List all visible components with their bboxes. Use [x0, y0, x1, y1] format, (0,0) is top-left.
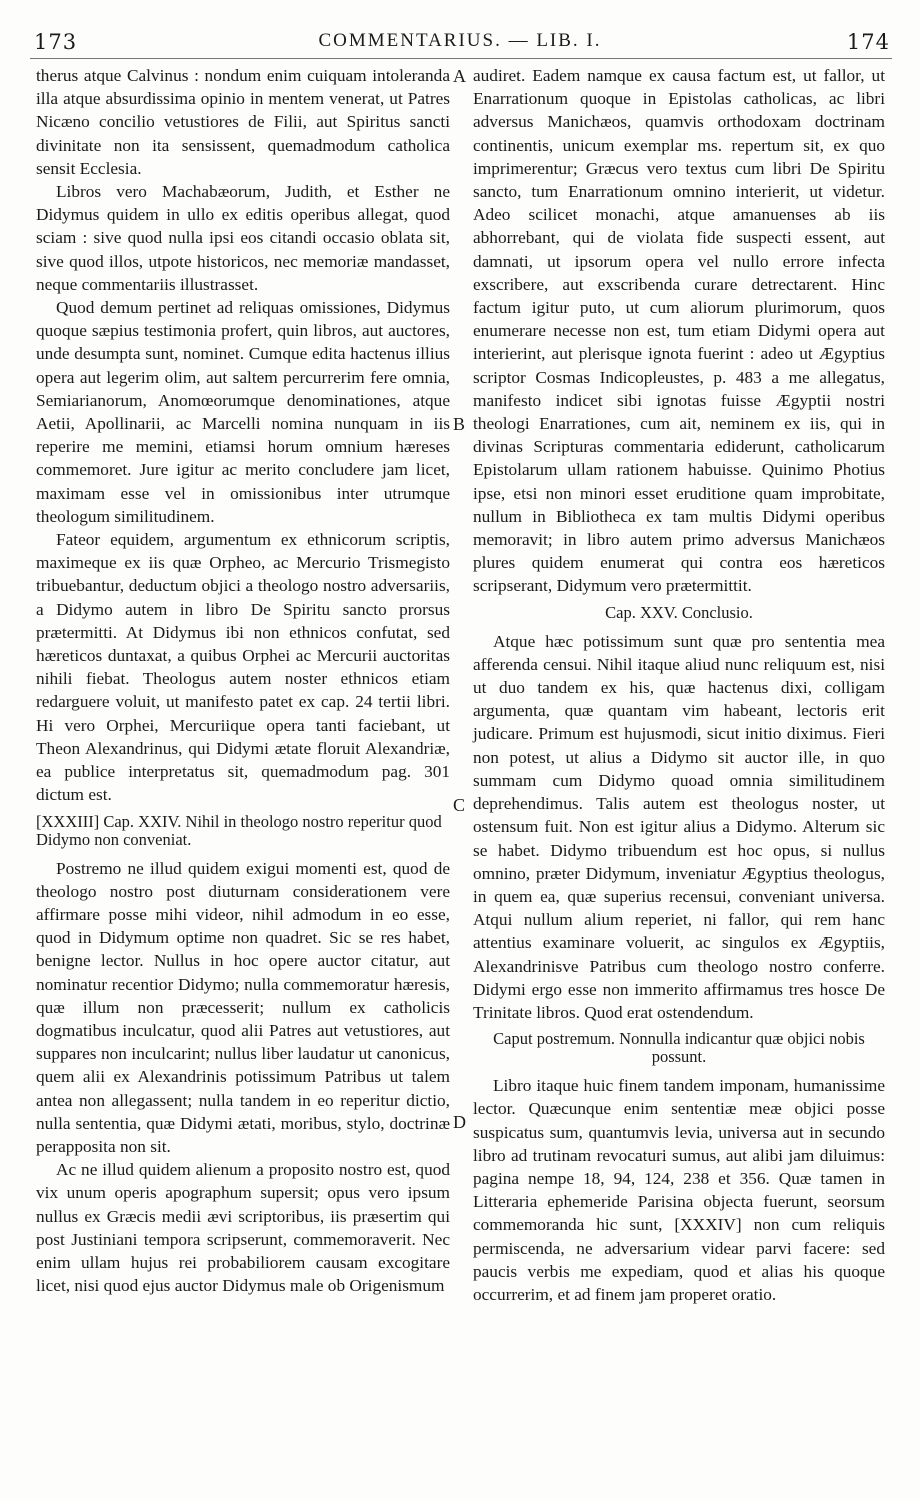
chapter-heading-xxv: Cap. XXV. Conclusio. — [605, 602, 753, 622]
page-header — [0, 0, 920, 52]
right-column — [473, 64, 885, 1306]
right-paragraph-1: audiret. Eadem namque ex causa factum est, ut fallor, ut Enarrationum quoque in Epistolas catholicas, ac libri adversus Manichæos, quamvis orthodoxam doctrinam continentis, unicum exemplar ms. repertum sit, ex quo imprimerentur; Græcus vero textus cum libri De Spiritu sancto, tum Enarrationum omnino interierit, ut videtur. Adeo scilicet monachi, atque amanuenses ab iis abhorrebant, qui de violata fide suspecti essent, aut damnati, ut ipsorum opera vel nullo errore infecta exscribere, aut exscribenda curare detrectarent. Hinc factum igitur puto, ut cum aliorum plurimorum, quos enumerare necesse non est, tum etiam Didymi opera aut interierint, aut plerisque ignota fuerint : adeo ut Ægyptius scriptor Cosmas Indicopleustes, p. 483 a me allegatus, manifesto indicet sibi ignotas fuisse Ægyptii nostri theologi Enarrationes, cum ait, neminem ex iis, qui in divinas Scripturas commentaria ediderunt, catholicarum Epistolarum ullam rationem habuisse. Quinimo Photius ipse, etsi non minori esset eruditione quam improbitate, nullum in Bibliotheca ex tam multis Didymi operibus memoravit; in libro autem primo adversus Manichæos plures quidem enumerat qui contra eos hæreticos scripserant, Didymum vero prætermittit. — [473, 66, 885, 596]
left-paragraph-1: therus atque Calvinus : nondum enim cuiquam intoleranda illa atque absurdissima opinio in mentem venerat, ut Patres Nicæno concilio vetustiores de Filii, aut Spiritus sancti divinitate non ita sensissent, quemadmodum catholica sensit Ecclesia. — [36, 66, 450, 178]
left-paragraph-3: Quod demum pertinet ad reliquas omissiones, Didymus quoque sæpius testimonia profert, quin libros, aut auctores, unde desumpta sunt, nominet. Cumque edita hactenus illius opera aut legerim olim, aut saltem percurrerim fere omnia, Semiarianorum, Anomœorumque denominationes, atque Aetii, Apollinarii, ac Marcelli nomina nunquam in iis reperire me memini, etiamsi horum omnium hæreses commemoret. Jure igitur ac merito concludere jam licet, maximam esse vel in omissionibus inter utrumque theologum similitudinem. — [36, 298, 450, 526]
header-rule — [30, 58, 892, 59]
right-paragraph-2: Atque hæc potissimum sunt quæ pro sententia mea afferenda censui. Nihil itaque aliud nunc reliquum est, nisi ut duo tandem ex his, quæ hactenus dixi, colligam argumenta, quæ quantam vim habeant, lectoris erit judicare. Primum est hujusmodi, sicut initio diximus. Fieri non potest, ut alius a Didymo sit auctor ille, in quo summam cum Didymo quoad omnia similitudinem deprehendimus. Talis autem est theologus noster, ut ostensum fuit. Non est igitur alius a Didymo. Alterum sic se habet. Didymo tribuendum est hoc opus, si nullus omnino, præter Didymum, inveniatur Ægyptius theologus, in quem ea, quæ superius recensui, conveniant universa. Atqui nullum alium reperiet, ni fallor, qui rem hanc attentius examinare voluerit, ac singulos ex Ægyptiis, Alexandrinisve Patribus cum theologo nostro conferre. Didymi ergo esse non immerito affirmamus tres hosce De Trinitate libros. Quod erat ostendendum. — [473, 631, 885, 1022]
chapter-heading-postremum: Caput postremum. Nonnulla indicantur quæ objici nobis possunt. — [493, 1029, 865, 1067]
left-paragraph-5: Postremo ne illud quidem exigui momenti est, quod de theologo nostro post diuturnam considerationem vere affirmare posse mihi videor, nihil admodum in eo esse, quod in Didymum optime non quadret. Sic se res habet, benigne lector. Nullus in hoc opere auctor citatur, aut nominatur recentior Didymo; nulla commemoratur hæresis, quæ illum non præcesserit; nullum ex catholicis dogmatibus inculcatur, quod alii Patres aut vetustiores, aut suppares non inculcarint; nullus liber laudatur ut canonicus, quem alii ex Alexandrinis potissimum Patribus ut talem antea non allegassent; nulla tandem in eo reperitur dictio, nulla sententia, quæ Didymi ætati, moribus, stylo, doctrinæ perapposita non sit. — [36, 858, 450, 1156]
margin-marker-d: D — [453, 1112, 466, 1132]
left-paragraph-4: Fateor equidem, argumentum ex ethnicorum scriptis, maximeque ex iis quæ Orpheo, ac Mercurio Trismegisto tribuebantur, deductum objici a theologo nostro adversariis, a Didymo autem in libro De Spiritu sancto prorsus prætermitti. At Didymus ibi non ethnicos confutat, sed hæreticos duntaxat, a quibus Orphei ac Mercurii auctoritas nihili fiebat. Theologus autem noster ethnicos etiam redarguere voluit, ut manifesto patet ex cap. 24 tertii libri. Hi vero Orphei, Mercuriique opera tanti faciebant, ut Theon Alexandrinus, qui Didymi ætate floruit Alexandriæ, ea publice interpretatus sit, quemadmodum pag. 301 dictum est. — [36, 530, 450, 805]
left-paragraph-6: Ac ne illud quidem alienum a proposito nostro est, quod vix unum operis apographum supersit; opus vero ipsum nullus ex Græcis medii ævi scriptoribus, iis præsertim qui post Justiniani tempora scripserunt, commemoraverit. Nec enim ullam hujus rei probabiliorem causam excogitare licet, nisi quod ejus auctor Didymus male ob Origenismum — [36, 1160, 450, 1296]
right-paragraph-3: Libro itaque huic finem tandem imponam, humanissime lector. Quæcunque enim sententiæ meæ objici posse suspicatus sum, quantumvis levia, universa aut in secundo libro ad trutinam revocaturi sumus, aut alibi jam diluimus: pagina nempe 18, 94, 124, 238 et 356. Quæ tamen in Litteraria ephemeride Parisina objecta fuerunt, seorsum commemoranda hic sunt, [XXXIV] non cum reliquis permiscenda, ne adversarium videar parvi facere: sed paucis verbis me expediam, quod et alias his quoque occurrerim, et ad finem jam properet oratio. — [473, 1076, 885, 1304]
chapter-heading-xxiv: [XXXIII] Cap. XXIV. Nihil in theologo nostro reperitur quod Didymo non conveniat. — [36, 811, 442, 849]
page-number-left: 173 — [34, 30, 78, 54]
running-title: COMMENTARIUS. — LIB. I. — [318, 30, 602, 51]
left-column — [36, 64, 450, 1297]
margin-marker-c: C — [453, 795, 466, 815]
margin-marker-b: B — [453, 414, 466, 434]
left-paragraph-2: Libros vero Machabæorum, Judith, et Esther ne Didymus quidem in ullo ex editis operibus allegat, quod sciam : sive quod nulla ipsi eos citandi occasio oblata sit, sive quod illos, utpote historicos, nec memoriæ mandasset, neque commentariis illustrasset. — [36, 182, 450, 294]
page-number-right: 174 — [846, 30, 890, 54]
margin-marker-a: A — [453, 66, 466, 86]
